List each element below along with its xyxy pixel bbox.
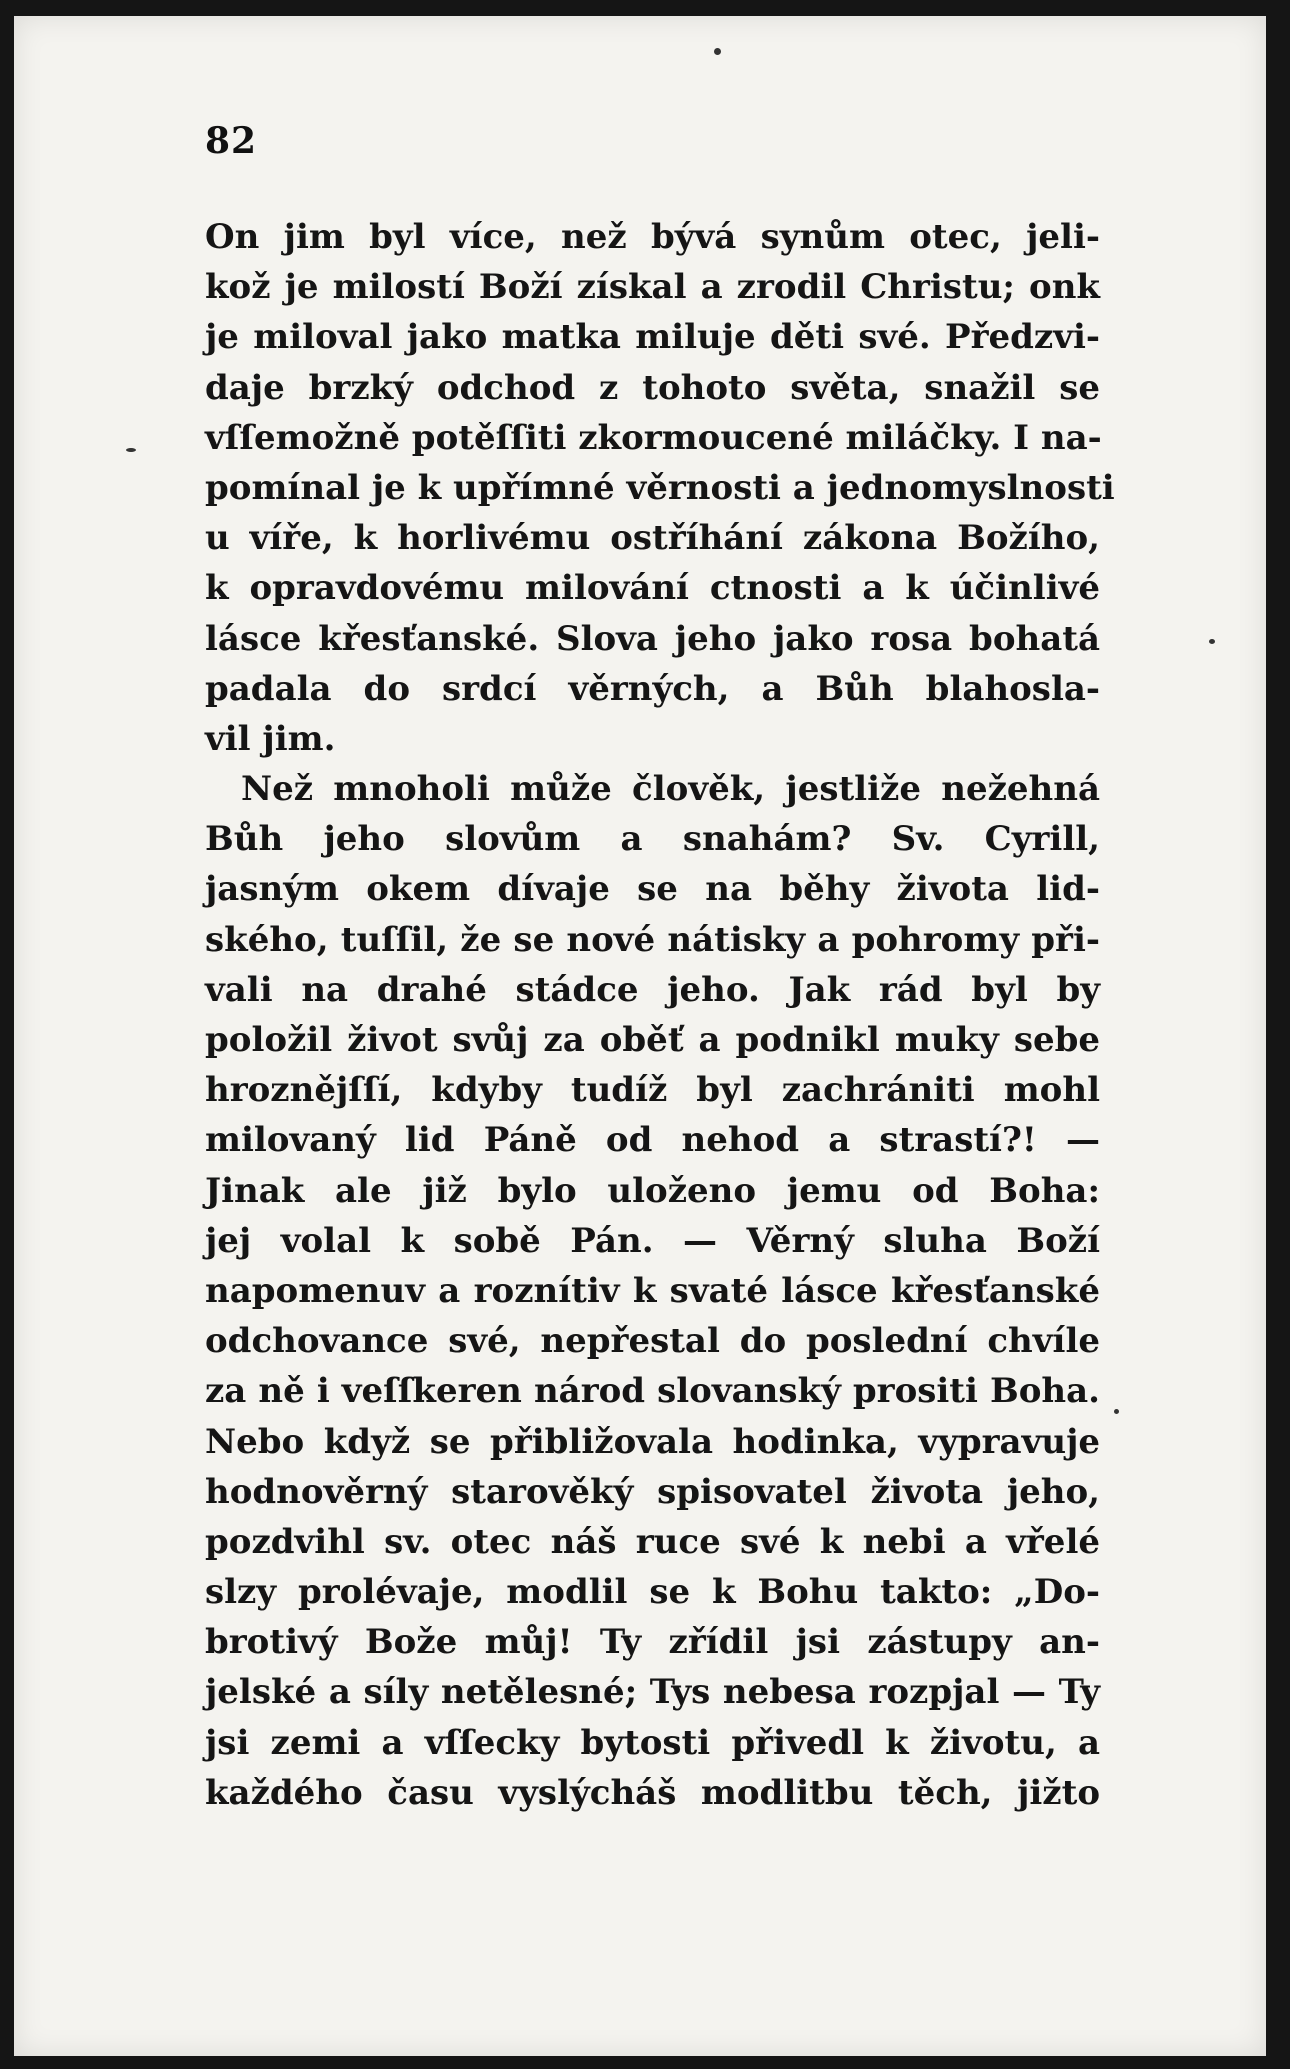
ink-speck xyxy=(126,448,136,452)
text-line: hroznějſſí, kdyby tudíž byl zachrániti mohl xyxy=(205,1070,1100,1111)
text-line: slzy prolévaje, modlil se k Bohu takto: „Do- xyxy=(205,1572,1100,1613)
text-line: kož je milostí Boží získal a zrodil Christu; onk xyxy=(205,267,1100,308)
text-line: padala do srdcí věrných, a Bůh blahosla- xyxy=(205,668,1100,709)
text-line: napomenuv a roznítiv k svaté lásce křesťanské xyxy=(205,1270,1100,1311)
text-line: lásce křesťanské. Slova jeho jako rosa bohatá xyxy=(205,618,1100,659)
text-line: hodnověrný starověký spisovatel života jeho, xyxy=(205,1471,1100,1512)
text-line: Nebo když se přibližovala hodinka, vypravuje xyxy=(205,1421,1100,1462)
ink-speck xyxy=(714,48,721,55)
text-line: vali na drahé stádce jeho. Jak rád byl by xyxy=(205,969,1100,1010)
text-line: ského, tuſſil, že se nové nátisky a pohromy při- xyxy=(205,919,1100,960)
paragraph-start-line: Než mnoholi může člověk, jestliže nežehná xyxy=(241,769,1100,810)
text-line: je miloval jako matka miluje děti své. Předzvi- xyxy=(205,317,1100,358)
text-line: jej volal k sobě Pán. — Věrný sluha Boží xyxy=(205,1220,1100,1261)
text-line: jelské a síly netělesné; Tys nebesa rozpjal — Ty xyxy=(205,1672,1100,1713)
text-line: Bůh jeho slovům a snahám? Sv. Cyrill, xyxy=(205,819,1100,860)
text-line: odchovance své, nepřestal do poslední chvíle xyxy=(205,1321,1100,1362)
paragraph-end-line: vil jim. xyxy=(205,718,336,759)
ink-speck xyxy=(1114,1409,1119,1414)
text-line: jasným okem dívaje se na běhy života lid- xyxy=(205,869,1100,910)
text-line: daje brzký odchod z tohoto světa, snažil se xyxy=(205,367,1100,408)
body-text xyxy=(205,212,1115,1818)
text-line: Jinak ale již bylo uloženo jemu od Boha: xyxy=(205,1170,1100,1211)
text-line: k opravdovému milování ctnosti a k účinlivé xyxy=(205,568,1100,609)
page-number: 82 xyxy=(205,120,258,162)
text-line: jsi zemi a vſſecky bytosti přivedl k životu, a xyxy=(205,1722,1100,1763)
text-line: u víře, k horlivému ostříhání zákona Božího, xyxy=(205,518,1100,559)
text-line: položil život svůj za oběť a podnikl muky sebe xyxy=(205,1020,1100,1060)
ink-speck xyxy=(1209,639,1215,644)
text-line: pozdvihl sv. otec náš ruce své k nebi a vřelé xyxy=(205,1521,1100,1562)
text-line: za ně i veſſkeren národ slovanský prositi Boha. xyxy=(205,1371,1100,1412)
text-line: pomínal je k upřímné věrnosti a jednomyslnosti xyxy=(205,467,1115,508)
text-line: On jim byl více, než bývá synům otec, jeli- xyxy=(205,217,1100,257)
text-line: vſſemožně potěſſiti zkormoucené miláčky. I na- xyxy=(205,417,1102,458)
text-line: každého času vyslýcháš modlitbu těch, jižto xyxy=(205,1772,1100,1813)
text-line: milovaný lid Páně od nehod a strastí?! — xyxy=(205,1120,1100,1161)
text-line: brotivý Bože můj! Ty zřídil jsi zástupy an- xyxy=(205,1622,1100,1663)
